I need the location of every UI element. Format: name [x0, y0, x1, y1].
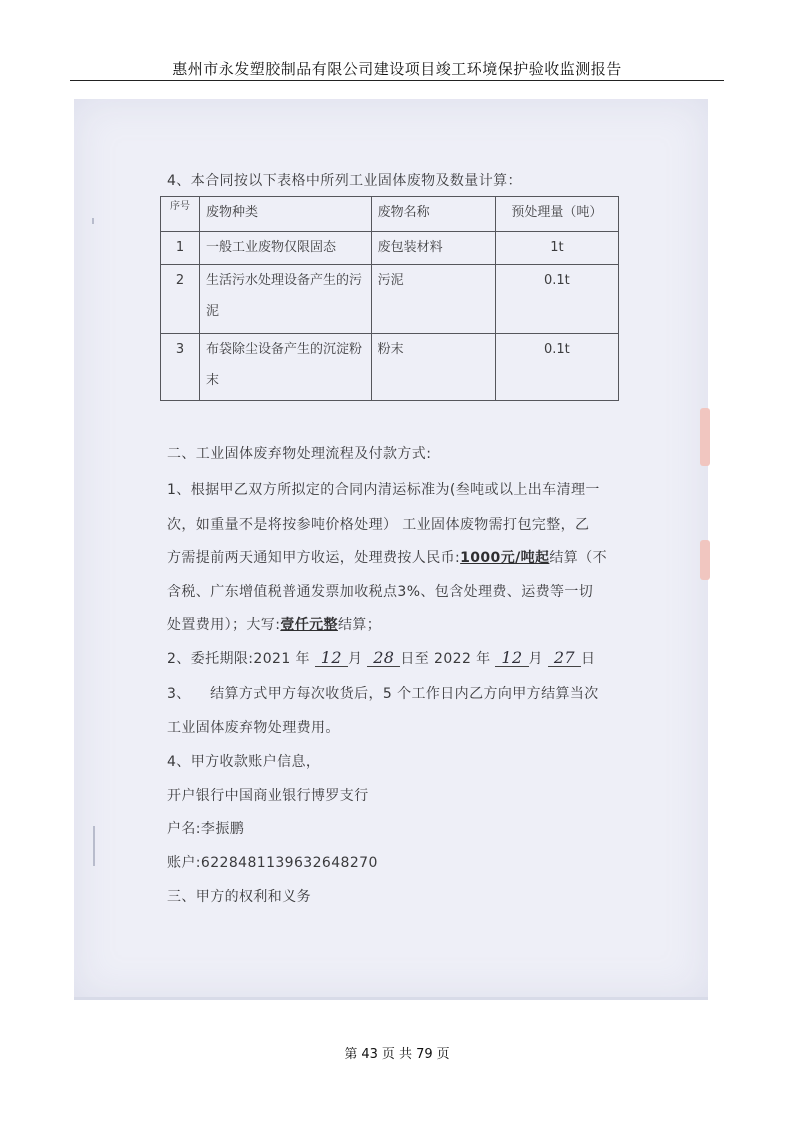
account-holder: 户名:李振鹏 — [167, 821, 245, 837]
p1-line3-pre: 方需提前两天通知甲方收运，处理费按人民币: — [167, 550, 461, 566]
term-prefix: 2、委托期限:2021 年 — [167, 651, 310, 667]
header-name: 废物名称 — [371, 197, 495, 232]
row-type-line2: 末 — [205, 373, 219, 388]
section2-p3-line1: 3、 结算方式甲方每次收货后，5 个工作日内乙方向甲方结算当次 — [167, 686, 599, 702]
footer-total-pages: 79 — [416, 1047, 433, 1062]
table-row — [161, 232, 619, 265]
row-qty: 0.1t — [495, 334, 618, 401]
header-no: 序号 — [161, 197, 200, 232]
handwritten-start-month: 12 — [315, 650, 348, 667]
row-name: 粉末 — [371, 334, 495, 401]
row-type-line1: 生活污水处理设备产生的污 — [205, 273, 362, 288]
section2-p1-line3 — [167, 547, 607, 567]
row-name: 废包装材料 — [371, 232, 495, 265]
handwritten-end-day: 27 — [548, 650, 581, 667]
row-qty: 1t — [495, 232, 618, 265]
price-text: 1000元/吨起 — [460, 550, 550, 566]
section2-p1-line5 — [167, 614, 381, 634]
handwritten-end-month: 12 — [495, 650, 528, 667]
row-no: 2 — [161, 265, 200, 334]
scan-speck — [92, 218, 94, 224]
row-type — [199, 265, 371, 334]
header-rule — [70, 80, 724, 81]
term-suffix: 日 — [580, 651, 596, 667]
section2-p3-line2: 工业固体废弃物处理费用。 — [167, 720, 340, 736]
page-footer — [0, 1043, 794, 1062]
term-mid: 日至 2022 年 — [400, 651, 491, 667]
footer-mid: 页 共 — [381, 1047, 413, 1062]
row-no: 3 — [161, 334, 200, 401]
section2-p1-line1: 1、根据甲乙双方所拟定的合同内清运标准为(叁吨或以上出车清理一 — [167, 482, 600, 498]
section4-intro: 4、本合同按以下表格中所列工业固体废物及数量计算： — [167, 173, 522, 189]
handwritten-start-day: 28 — [367, 650, 400, 667]
header-qty: 预处理量（吨） — [495, 197, 618, 232]
page-header-title: 惠州市永发塑胶制品有限公司建设项目竣工环境保护验收监测报告 — [172, 60, 622, 78]
section2-p1-line4: 含税、广东增值税普通发票加收税点3%、包含处理费、运费等一切 — [167, 584, 594, 600]
account-number: 账户:6228481139632648270 — [167, 855, 378, 871]
p1-line3-post: 结算（不 — [549, 550, 608, 566]
footer-suffix: 页 — [436, 1047, 450, 1062]
scan-bottom-edge — [74, 997, 708, 1000]
waste-table-header — [161, 197, 619, 232]
p1-line5-post: 结算； — [337, 617, 382, 633]
row-type — [199, 334, 371, 401]
seal-edge-mark — [700, 540, 710, 580]
section3-heading: 三、甲方的权利和义务 — [167, 889, 311, 905]
row-type-line2: 泥 — [205, 304, 219, 319]
row-qty: 0.1t — [495, 265, 618, 334]
table-row — [161, 334, 619, 401]
header-type: 废物种类 — [199, 197, 371, 232]
footer-prefix: 第 — [344, 1047, 358, 1062]
table-row — [161, 265, 619, 334]
waste-table — [160, 196, 619, 401]
row-type: 一般工业废物仅限固态 — [199, 232, 371, 265]
account-info-heading: 4、甲方收款账户信息， — [167, 754, 321, 770]
section2-heading: 二、工业固体废弃物处理流程及付款方式: — [167, 446, 432, 462]
p1-line5-pre: 处置费用）；大写: — [167, 617, 281, 633]
section2-p1-line2: 次，如重量不是将按参吨价格处理） 工业固体废物需打包完整，乙 — [167, 517, 590, 533]
seal-edge-mark — [700, 408, 710, 466]
row-name: 污泥 — [371, 265, 495, 334]
section2-p2-term — [167, 648, 595, 668]
term-month-label: 月 — [347, 651, 363, 667]
row-no: 1 — [161, 232, 200, 265]
amount-in-words: 壹仟元整 — [280, 617, 338, 633]
footer-current-page: 43 — [361, 1047, 378, 1062]
term-month-label-2: 月 — [528, 651, 543, 667]
bank-name: 开户银行中国商业银行博罗支行 — [167, 788, 369, 804]
row-type-line1: 布袋除尘设备产生的沉淀粉 — [205, 342, 362, 357]
scan-speck — [93, 826, 95, 866]
